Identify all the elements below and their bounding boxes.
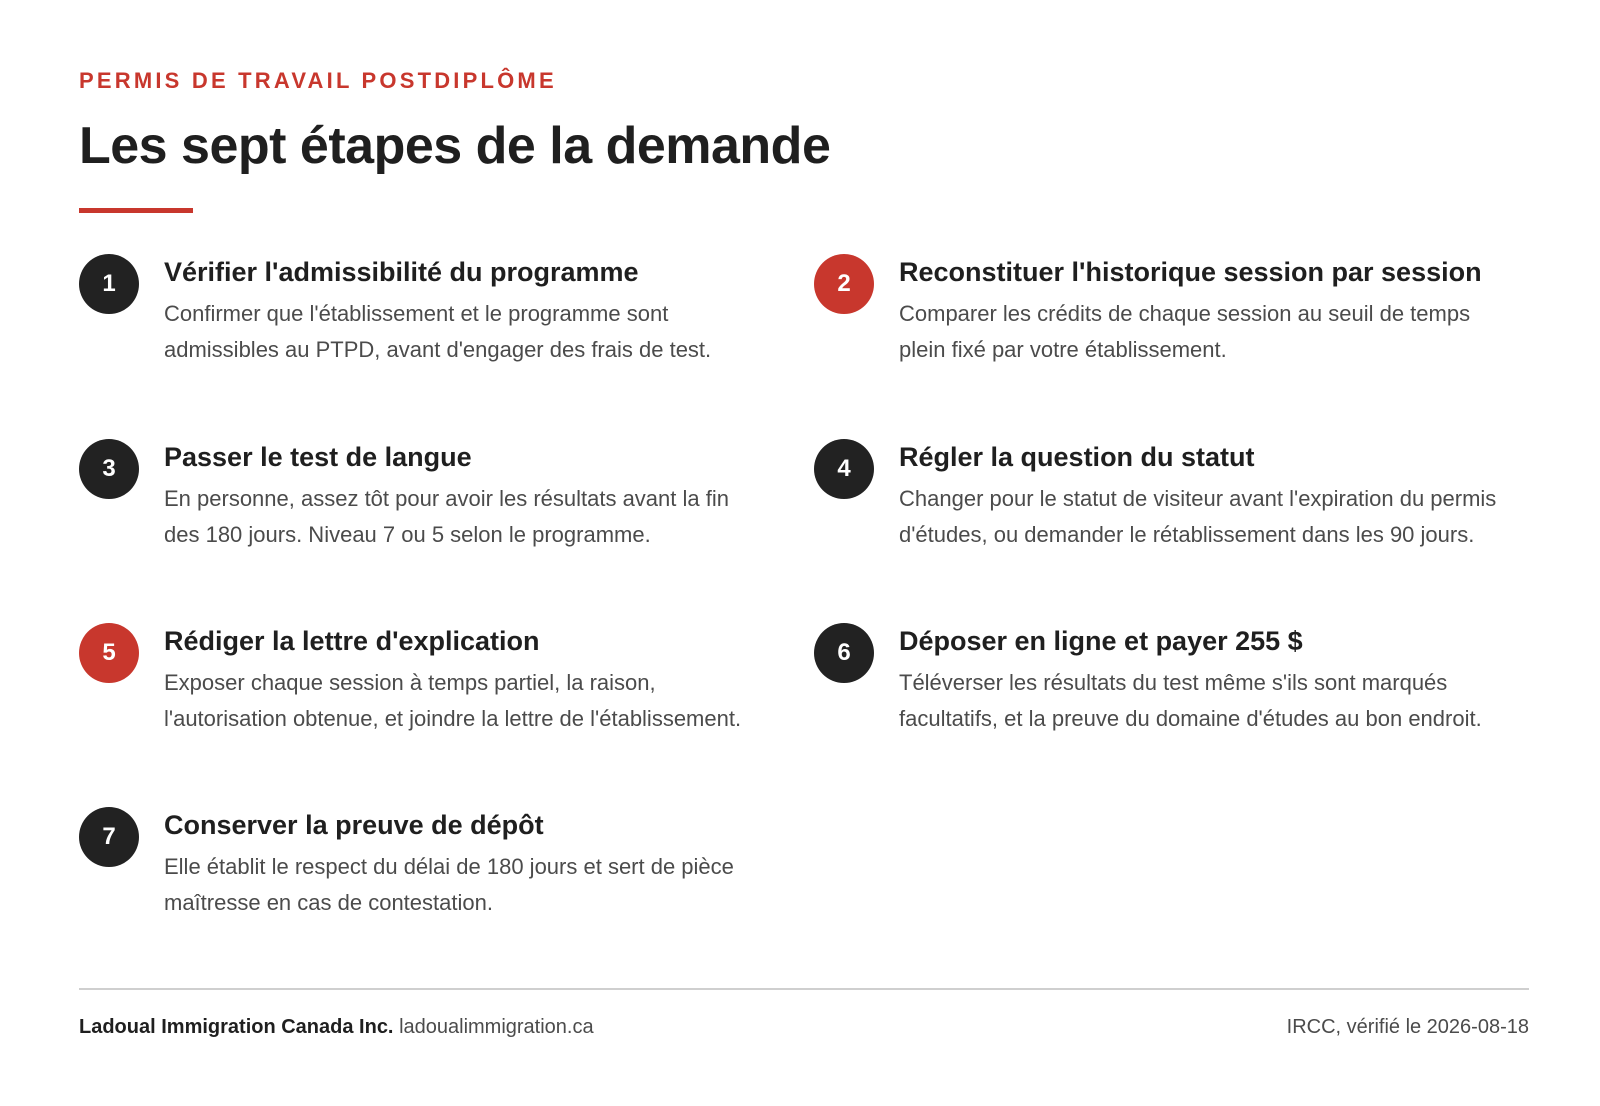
step-title: Régler la question du statut <box>899 442 1255 472</box>
footer-divider <box>79 988 1529 990</box>
step-number-badge: 5 <box>79 623 139 683</box>
step-description: Elle établit le respect du délai de 180 jours et sert de pièce maîtresse en cas de contestation. <box>164 854 734 915</box>
step-description: Confirmer que l'établissement et le programme sont admissibles au PTPD, avant d'engager des frais de test. <box>164 301 712 362</box>
page-title: Les sept étapes de la demande <box>79 117 831 175</box>
step-body <box>899 439 1499 553</box>
footer-credit <box>79 1016 594 1039</box>
step-description: Exposer chaque session à temps partiel, la raison, l'autorisation obtenue, et joindre la lettre de l'établissement. <box>164 670 742 731</box>
company-website: ladoualimmigration.ca <box>399 1016 594 1038</box>
step-body <box>164 254 764 368</box>
step-title: Déposer en ligne et payer 255 $ <box>899 626 1303 656</box>
step-body <box>164 623 764 737</box>
step-number-badge: 1 <box>79 254 139 314</box>
step-title: Vérifier l'admissibilité du programme <box>164 257 639 287</box>
step-description: Changer pour le statut de visiteur avant l'expiration du permis d'études, ou demander le rétablissement dans les 90 jours. <box>899 486 1497 547</box>
step-number-badge: 3 <box>79 439 139 499</box>
step-body <box>164 439 764 553</box>
step-title: Conserver la preuve de dépôt <box>164 810 544 840</box>
step-body <box>899 623 1499 737</box>
company-name: Ladoual Immigration Canada Inc. <box>79 1016 394 1038</box>
step-title: Reconstituer l'historique session par session <box>899 257 1482 287</box>
source-note: IRCC, vérifié le 2026-08-18 <box>1286 1016 1529 1038</box>
step-number-badge: 7 <box>79 807 139 867</box>
step-number-badge: 6 <box>814 623 874 683</box>
step-number-badge: 4 <box>814 439 874 499</box>
step-description: Comparer les crédits de chaque session au seuil de temps plein fixé par votre établissement. <box>899 301 1471 362</box>
step-description: Téléverser les résultats du test même s'ils sont marqués facultatifs, et la preuve du domaine d'études au bon endroit. <box>899 670 1482 731</box>
eyebrow-label: PERMIS DE TRAVAIL POSTDIPLÔME <box>79 68 557 93</box>
title-underline <box>79 208 193 213</box>
page <box>79 0 1529 1106</box>
step-body <box>164 807 764 921</box>
step-title: Rédiger la lettre d'explication <box>164 626 540 656</box>
step-title: Passer le test de langue <box>164 442 472 472</box>
step-number-badge: 2 <box>814 254 874 314</box>
step-description: En personne, assez tôt pour avoir les résultats avant la fin des 180 jours. Niveau 7 ou 5 selon le programme. <box>164 486 729 547</box>
step-body <box>899 254 1499 368</box>
